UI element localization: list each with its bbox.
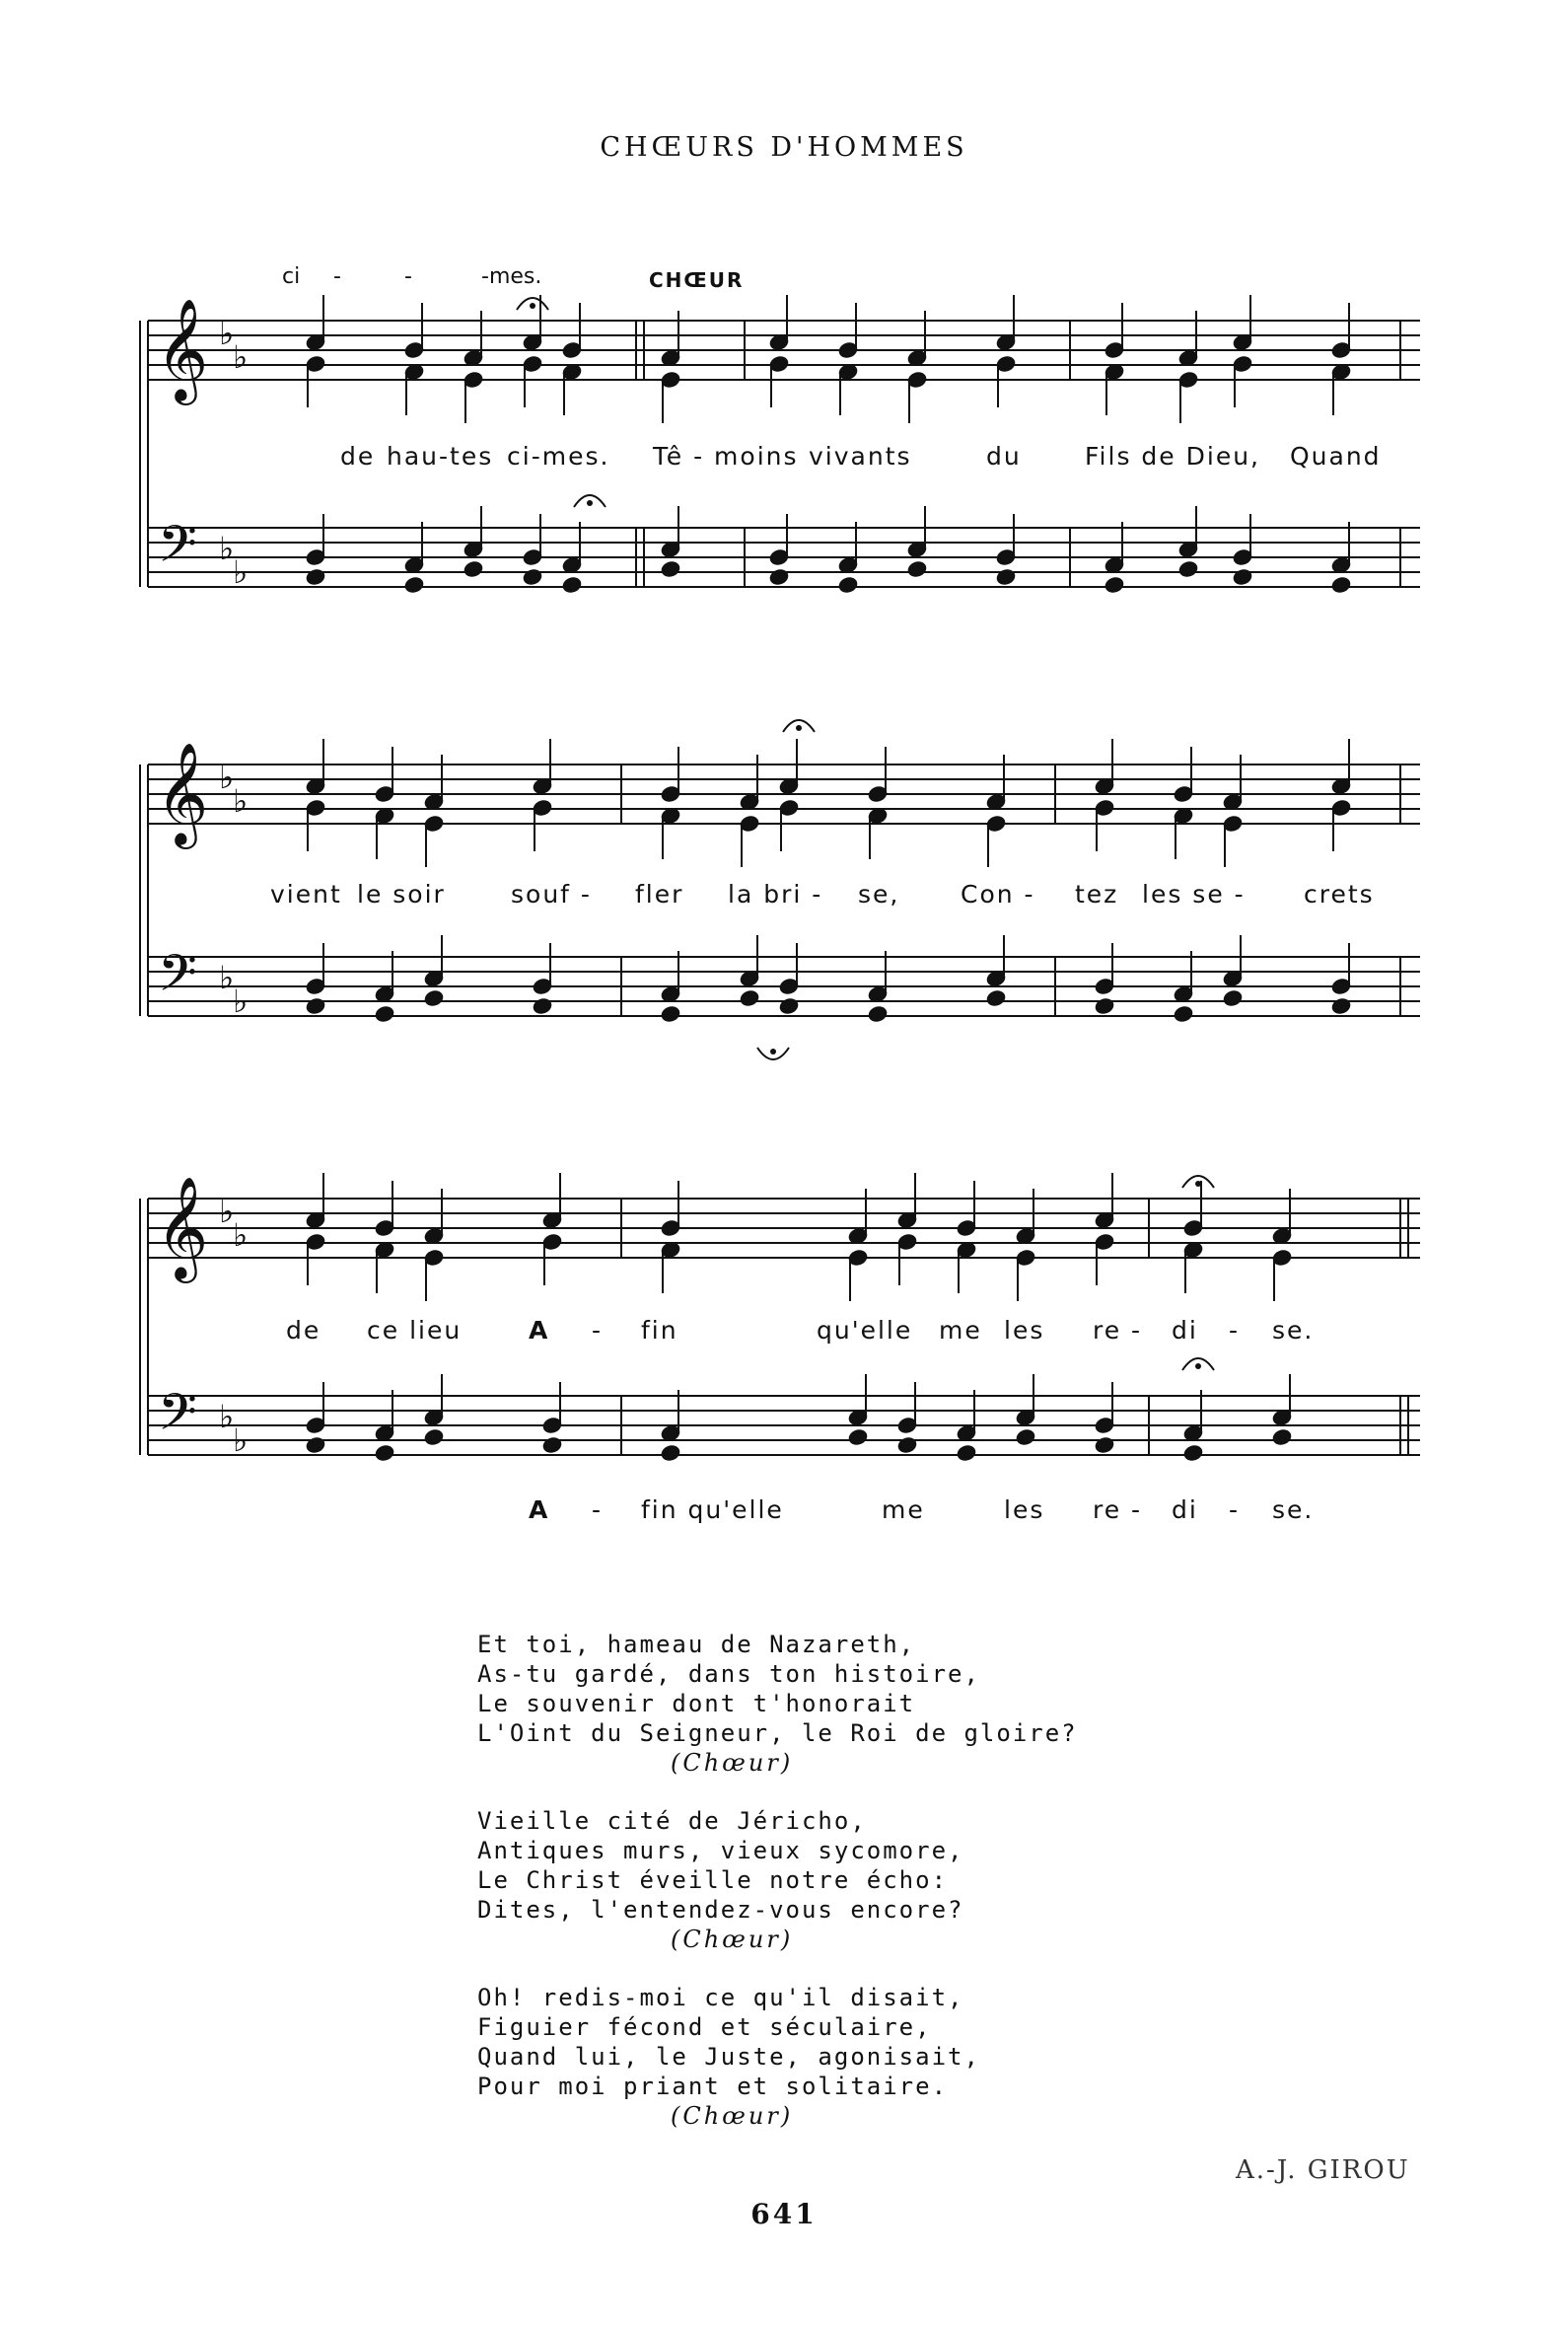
fermata-dot [587,500,593,506]
note-head [532,996,553,1015]
verse-1 [477,1630,1078,1778]
lyric-s3-4: - [592,1316,604,1345]
note-head [423,988,445,1007]
refrain-label: (Chœur) [671,1749,794,1777]
note-head [1094,996,1115,1015]
lyric-s1-6: du [986,442,1022,471]
note-head [778,996,800,1015]
note-head [1330,996,1352,1015]
lyric-s2-9: les se - [1142,880,1246,909]
lyric-s1-4: Tê - moins [653,442,799,471]
note-head [1271,1427,1293,1446]
note-head [522,567,543,586]
flat-icon: ♭ [219,1193,235,1230]
lyric-s3-9: re - [1093,1316,1143,1345]
flat-icon: ♭ [233,338,249,376]
note-head [541,1435,563,1454]
note-head [374,1443,395,1462]
note-head [1330,575,1352,594]
treble-clef-icon: 𝄞 [156,742,209,845]
note-head [867,1004,889,1023]
bass-lyric-s3-6: re - [1093,1495,1143,1524]
lyric-s3-5: fin [641,1316,678,1345]
lyric-s2-7: Con - [961,880,1035,909]
lyric-s1-2: hau-tes [387,442,494,471]
verse-line: Figuier fécond et séculaire, [477,2013,932,2041]
lyric-s3-3: A [529,1316,550,1345]
top-lyric-2: - [333,264,341,289]
treble-clef-icon: 𝄞 [156,1176,209,1279]
refrain-label: (Chœur) [671,1926,794,1953]
note-head [403,575,425,594]
bass-lyric-s3-7: di [1172,1495,1198,1524]
note-head [1104,575,1125,594]
verse-line: Le Christ éveille notre écho: [477,1866,949,1894]
bass-lyric-s3-4: me [882,1495,925,1524]
note-head [305,567,326,586]
page-number: 641 [750,2198,818,2230]
lyric-s2-1: vient [270,880,342,909]
lyric-s3-12: se. [1272,1316,1315,1345]
note-head [847,1427,869,1446]
note-head [1015,1427,1036,1446]
flat-icon: ♭ [219,759,235,796]
note-head [985,988,1007,1007]
top-lyric-4: -mes. [481,264,542,289]
flat-icon: ♭ [233,1421,249,1459]
note-head [561,575,583,594]
verses [477,1630,1078,2159]
lyric-s2-3: souf - [511,880,592,909]
lyric-s2-2: le soir [357,880,446,909]
top-lyric-3: - [404,264,412,289]
lyric-s3-2: ce lieu [367,1316,463,1345]
lyric-s3-1: de [286,1316,321,1345]
note-head [1173,1004,1194,1023]
verse-line: Le souvenir dont t'honorait [477,1690,916,1717]
note-head [1232,567,1253,586]
note-head [374,1004,395,1023]
bass-clef-icon: 𝄢 [158,514,197,586]
flat-icon: ♭ [233,553,249,591]
verse-line: Et toi, hameau de Nazareth, [477,1631,916,1658]
verse-3 [477,1983,1078,2131]
note-head [305,1435,326,1454]
verse-2 [477,1806,1078,1954]
note-head [896,1435,918,1454]
lyric-s3-8: les [1004,1316,1045,1345]
flat-icon: ♭ [233,1216,249,1254]
fermata-dot [1195,1363,1201,1369]
lyric-s1-3: ci-mes. [507,442,610,471]
bass-clef-icon: 𝄢 [158,943,197,1015]
note-head [837,575,859,594]
bass-lyric-s3-1: A [529,1495,550,1524]
verse-line: L'Oint du Seigneur, le Roi de gloire? [477,1719,1078,1747]
author-signature: A.-J. GIROU [1236,2155,1410,2185]
note-head [739,988,760,1007]
flat-icon: ♭ [233,782,249,820]
lyric-s1-1: de [340,442,376,471]
choeur-label: CHŒUR [649,268,745,292]
note-head [995,567,1017,586]
verse-line: Antiques murs, vieux sycomore, [477,1837,964,1864]
lyric-s2-5: la bri - [728,880,823,909]
verse-line: Quand lui, le Juste, agonisait, [477,2043,980,2071]
verse-line: Pour moi priant et solitaire. [477,2073,949,2100]
lyric-s1-5: vivants [809,442,912,471]
lyric-s1-7: Fils de Dieu, [1085,442,1260,471]
flat-icon: ♭ [219,530,235,567]
flat-icon: ♭ [219,315,235,352]
fermata-dot [1195,1181,1201,1187]
flat-icon: ♭ [219,959,235,996]
lyric-s2-6: se, [858,880,900,909]
lyric-s3-11: - [1229,1316,1241,1345]
note-head [305,996,326,1015]
fermata-dot [530,303,535,309]
note-head [1182,1443,1204,1462]
bass-lyric-s3-2: - [592,1495,604,1524]
page-header: CHŒURS D'HOMMES [600,132,968,163]
note-head [660,1443,681,1462]
verse-line: Vieille cité de Jéricho, [477,1807,867,1835]
treble-clef-icon: 𝄞 [156,298,209,401]
fermata-dot [770,1049,776,1055]
flat-icon: ♭ [233,983,249,1020]
lyric-s2-10: crets [1304,880,1375,909]
flat-icon: ♭ [219,1398,235,1435]
note-head [956,1443,977,1462]
note-head [660,1004,681,1023]
note-head [423,1427,445,1446]
refrain-label: (Chœur) [671,2102,794,2130]
lyric-s2-4: fler [635,880,684,909]
bass-lyric-s3-5: les [1004,1495,1045,1524]
bass-lyric-s3-8: - [1229,1495,1241,1524]
top-lyric-1: ci [282,264,301,289]
bass-lyric-s3-3: fin qu'elle [641,1495,784,1524]
verse-line: As-tu gardé, dans ton histoire, [477,1660,980,1688]
note-head [1222,988,1244,1007]
lyric-s3-7: me [939,1316,982,1345]
lyric-s2-8: tez [1075,880,1119,909]
note-head [1094,1435,1115,1454]
note-head [768,567,790,586]
bass-clef-icon: 𝄢 [158,1382,197,1454]
lyric-s3-6: qu'elle [817,1316,913,1345]
note-head [463,559,484,578]
verse-line: Oh! redis-moi ce qu'il disait, [477,1984,964,2011]
note-head [660,559,681,578]
bass-lyric-s3-9: se. [1272,1495,1315,1524]
note-head [1177,559,1199,578]
note-head [906,559,928,578]
fermata-dot [796,725,802,731]
lyric-s1-8: Quand [1290,442,1382,471]
verse-line: Dites, l'entendez-vous encore? [477,1896,964,1924]
lyric-s3-10: di [1172,1316,1198,1345]
